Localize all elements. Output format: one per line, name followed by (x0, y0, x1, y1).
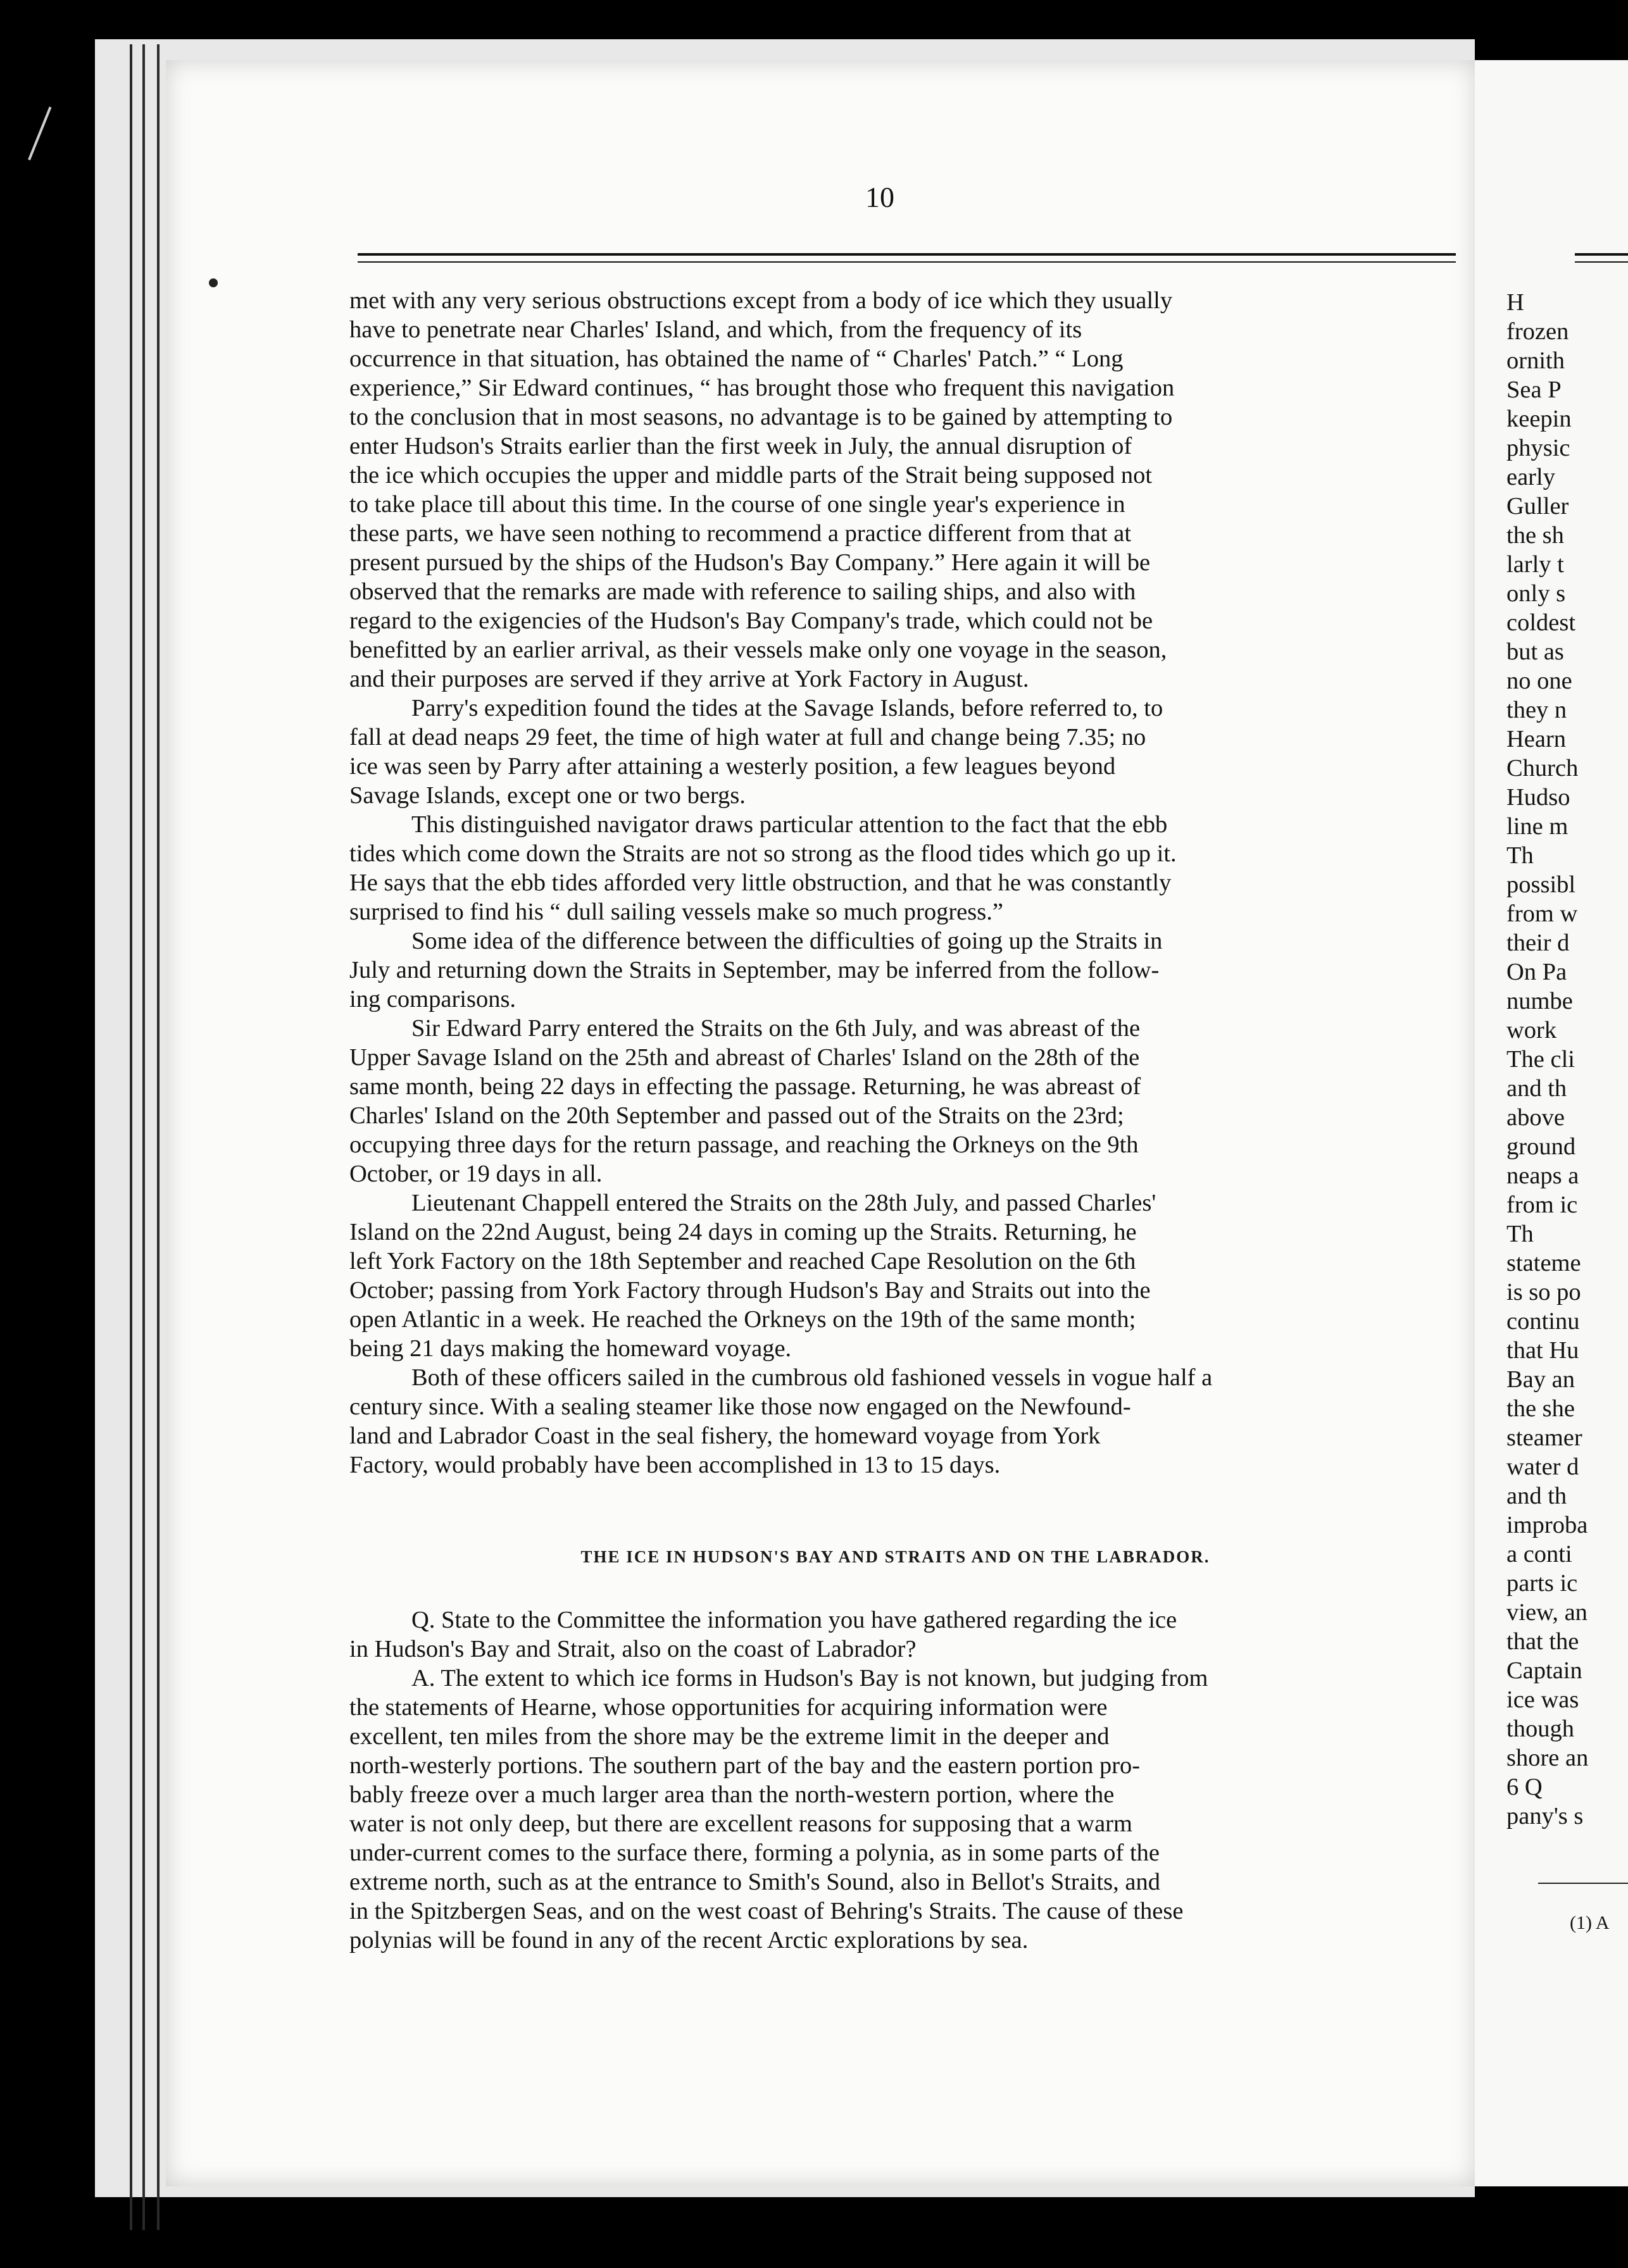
text-line: open Atlantic in a week. He reached the Orkneys on the 19th of the same month; (349, 1306, 1136, 1333)
text-line: same month, being 22 days in effecting the passage. Returning, he was abreast of (349, 1073, 1141, 1100)
adjacent-text-line: ground (1506, 1133, 1576, 1160)
adjacent-text-line: Bay an (1506, 1366, 1575, 1393)
text-line: bably freeze over a much larger area than the north-western portion, where the (349, 1781, 1115, 1808)
text-line: regard to the exigencies of the Hudson's Bay Company's trade, which could not be (349, 608, 1153, 634)
adjacent-text-line: Th (1506, 842, 1534, 869)
text-line: extreme north, such as at the entrance to Smith's Sound, also in Bellot's Straits, and (349, 1869, 1160, 1895)
adjacent-text-line: view, an (1506, 1599, 1587, 1626)
text-line: surprised to find his “ dull sailing vessels make so much progress.” (349, 899, 1003, 925)
text-line: Island on the 22nd August, being 24 days in coming up the Straits. Returning, he (349, 1219, 1137, 1245)
adjacent-text-line: early (1506, 464, 1555, 490)
adjacent-text-line: they n (1506, 697, 1567, 723)
text-line: land and Labrador Coast in the seal fishery, the homeward voyage from York (349, 1423, 1101, 1449)
adjacent-text-line: but as (1506, 639, 1564, 665)
text-line: excellent, ten miles from the shore may be the extreme limit in the deeper and (349, 1723, 1110, 1750)
adjacent-text-line: ice was (1506, 1686, 1579, 1713)
adjacent-text-line: and th (1506, 1483, 1567, 1509)
text-line: have to penetrate near Charles' Island, and which, from the frequency of its (349, 316, 1082, 343)
adjacent-text-line: above (1506, 1104, 1565, 1131)
adjacent-text-line: 6 Q (1506, 1774, 1543, 1800)
adjacent-text-line: ornith (1506, 347, 1565, 374)
adjacent-text-line: only s (1506, 580, 1566, 607)
text-line: in Hudson's Bay and Strait, also on the coast of Labrador? (349, 1636, 917, 1662)
text-line: these parts, we have seen nothing to recommend a practice different from that at (349, 520, 1132, 547)
header-rule (358, 253, 1456, 256)
adjacent-text-line: Church (1506, 755, 1579, 782)
text-line: fall at dead neaps 29 feet, the time of high water at full and change being 7.35; no (349, 724, 1146, 751)
text-line: under-current comes to the surface there, forming a polynia, as in some parts of the (349, 1840, 1160, 1866)
adjacent-header-rule (1575, 253, 1628, 256)
text-line: to take place till about this time. In the course of one single year's experience in (349, 491, 1125, 518)
text-line: He says that the ebb tides afforded very little obstruction, and that he was constantly (349, 869, 1172, 896)
section-heading: THE ICE IN HUDSON'S BAY AND STRAITS AND ON THE LABRADOR. (580, 1547, 1210, 1566)
page-edge-line (142, 44, 145, 2230)
text-line: in the Spitzbergen Seas, and on the west coast of Behring's Straits. The cause of these (349, 1898, 1184, 1924)
adjacent-text-line: from w (1506, 900, 1578, 927)
text-line: Both of these officers sailed in the cumbrous old fashioned vessels in vogue half a (411, 1364, 1213, 1391)
text-line: Charles' Island on the 20th September and passed out of the Straits on the 23rd; (349, 1102, 1124, 1129)
adjacent-footnote: (1) A (1570, 1912, 1610, 1933)
adjacent-text-line: H (1506, 289, 1524, 316)
adjacent-text-line: their d (1506, 930, 1570, 956)
text-line: to the conclusion that in most seasons, no advantage is to be gained by attempting to (349, 404, 1173, 430)
adjacent-text-line: shore an (1506, 1745, 1589, 1771)
adjacent-text-line: stateme (1506, 1250, 1581, 1276)
text-line: Q. State to the Committee the information you have gathered regarding the ice (411, 1607, 1177, 1633)
text-line: met with any very serious obstructions except from a body of ice which they usually (349, 287, 1173, 314)
text-line: benefitted by an earlier arrival, as their vessels make only one voyage in the season, (349, 637, 1167, 663)
text-line: and their purposes are served if they arrive at York Factory in August. (349, 666, 1029, 692)
adjacent-text-line: Hudso (1506, 784, 1570, 811)
adjacent-text-line: numbe (1506, 988, 1573, 1014)
adjacent-text-line: and th (1506, 1075, 1567, 1102)
text-line: Sir Edward Parry entered the Straits on the 6th July, and was abreast of the (411, 1015, 1141, 1042)
adjacent-text-line: from ic (1506, 1192, 1578, 1218)
adjacent-text-line: coldest (1506, 609, 1576, 636)
adjacent-text-line: is so po (1506, 1279, 1581, 1305)
adjacent-text-line: Captain (1506, 1657, 1582, 1684)
adjacent-text-line: Th (1506, 1221, 1534, 1247)
page-edge-line (130, 44, 132, 2230)
text-line: Upper Savage Island on the 25th and abreast of Charles' Island on the 28th of the (349, 1044, 1140, 1071)
text-line: being 21 days making the homeward voyage. (349, 1335, 792, 1362)
page-number: 10 (865, 181, 894, 213)
adjacent-text-line: continu (1506, 1308, 1580, 1335)
adjacent-text-line: that the (1506, 1628, 1579, 1655)
text-line: October; passing from York Factory through Hudson's Bay and Straits out into the (349, 1277, 1151, 1304)
text-line: left York Factory on the 18th September and reached Cape Resolution on the 6th (349, 1248, 1136, 1274)
adjacent-text-line: steamer (1506, 1424, 1582, 1451)
body-text (349, 286, 1441, 1480)
text-line: the ice which occupies the upper and middle parts of the Strait being supposed not (349, 462, 1153, 489)
text-line: October, or 19 days in all. (349, 1161, 603, 1187)
adjacent-text-line: Hearn (1506, 726, 1567, 752)
adjacent-text-line: line m (1506, 813, 1569, 840)
text-line: ice was seen by Parry after attaining a westerly position, a few leagues beyond (349, 753, 1116, 780)
text-line: Parry's expedition found the tides at the Savage Islands, before referred to, to (411, 695, 1163, 721)
text-line: experience,” Sir Edward continues, “ has brought those who frequent this navigation (349, 375, 1175, 401)
section-text (349, 1605, 1441, 1955)
adjacent-text-line: possibl (1506, 871, 1576, 898)
text-line: occurrence in that situation, has obtained the name of “ Charles' Patch.” “ Long (349, 346, 1124, 372)
adjacent-text-line: a conti (1506, 1541, 1572, 1567)
text-line: This distinguished navigator draws particular attention to the fact that the ebb (411, 811, 1168, 838)
adjacent-text-line: parts ic (1506, 1570, 1578, 1597)
adjacent-text-line: no one (1506, 668, 1572, 694)
text-line: the statements of Hearne, whose opportunities for acquiring information were (349, 1694, 1108, 1721)
text-line: occupying three days for the return passage, and reaching the Orkneys on the 9th (349, 1131, 1139, 1158)
adjacent-footnote-rule (1538, 1883, 1628, 1884)
adjacent-text-line: work (1506, 1017, 1557, 1044)
adjacent-text-line: the she (1506, 1395, 1575, 1422)
text-line: observed that the remarks are made with reference to sailing ships, and also with (349, 578, 1136, 605)
text-line: Savage Islands, except one or two bergs. (349, 782, 746, 809)
corner-scratch-mark (28, 106, 65, 165)
adjacent-text-line: pany's s (1506, 1803, 1584, 1829)
adjacent-text-line: improba (1506, 1512, 1588, 1538)
page-edge-line (157, 44, 160, 2230)
adjacent-text-line: keepin (1506, 406, 1572, 432)
text-line: ing comparisons. (349, 986, 517, 1012)
adjacent-text-line: neaps a (1506, 1162, 1579, 1189)
adjacent-text-line: the sh (1506, 522, 1564, 549)
text-line: A. The extent to which ice forms in Hudson's Bay is not known, but judging from (411, 1665, 1208, 1692)
adjacent-text-line: that Hu (1506, 1337, 1579, 1364)
adjacent-text-line: water d (1506, 1454, 1579, 1480)
text-line: north-westerly portions. The southern part of the bay and the eastern portion pro- (349, 1752, 1141, 1779)
text-line: water is not only deep, but there are excellent reasons for supposing that a warm (349, 1810, 1132, 1837)
adjacent-text-line: frozen (1506, 318, 1569, 345)
text-line: enter Hudson's Straits earlier than the first week in July, the annual disruption of (349, 433, 1132, 459)
header-rule-thin (358, 261, 1456, 263)
text-line: present pursued by the ships of the Hudson's Bay Company.” Here again it will be (349, 549, 1151, 576)
text-line: Factory, would probably have been accomplished in 13 to 15 days. (349, 1452, 1001, 1478)
adjacent-text-line: Guller (1506, 493, 1569, 520)
adjacent-text-line: On Pa (1506, 959, 1567, 985)
text-line: polynias will be found in any of the recent Arctic explorations by sea. (349, 1927, 1029, 1953)
adjacent-page-text (1506, 288, 1628, 1831)
text-line: century since. With a sealing steamer like those now engaged on the Newfound- (349, 1393, 1131, 1420)
text-line: tides which come down the Straits are not so strong as the flood tides which go up it. (349, 840, 1177, 867)
adjacent-text-line: larly t (1506, 551, 1564, 578)
adjacent-text-line: though (1506, 1716, 1574, 1742)
text-line: July and returning down the Straits in September, may be inferred from the follow- (349, 957, 1160, 983)
adjacent-text-line: Sea P (1506, 377, 1562, 403)
adjacent-text-line: The cli (1506, 1046, 1575, 1073)
adjacent-header-rule-thin (1575, 261, 1628, 263)
text-line: Lieutenant Chappell entered the Straits on the 28th July, and passed Charles' (411, 1190, 1156, 1216)
text-line: Some idea of the difference between the difficulties of going up the Straits in (411, 928, 1163, 954)
adjacent-text-line: physic (1506, 435, 1570, 461)
margin-dot (209, 278, 218, 287)
